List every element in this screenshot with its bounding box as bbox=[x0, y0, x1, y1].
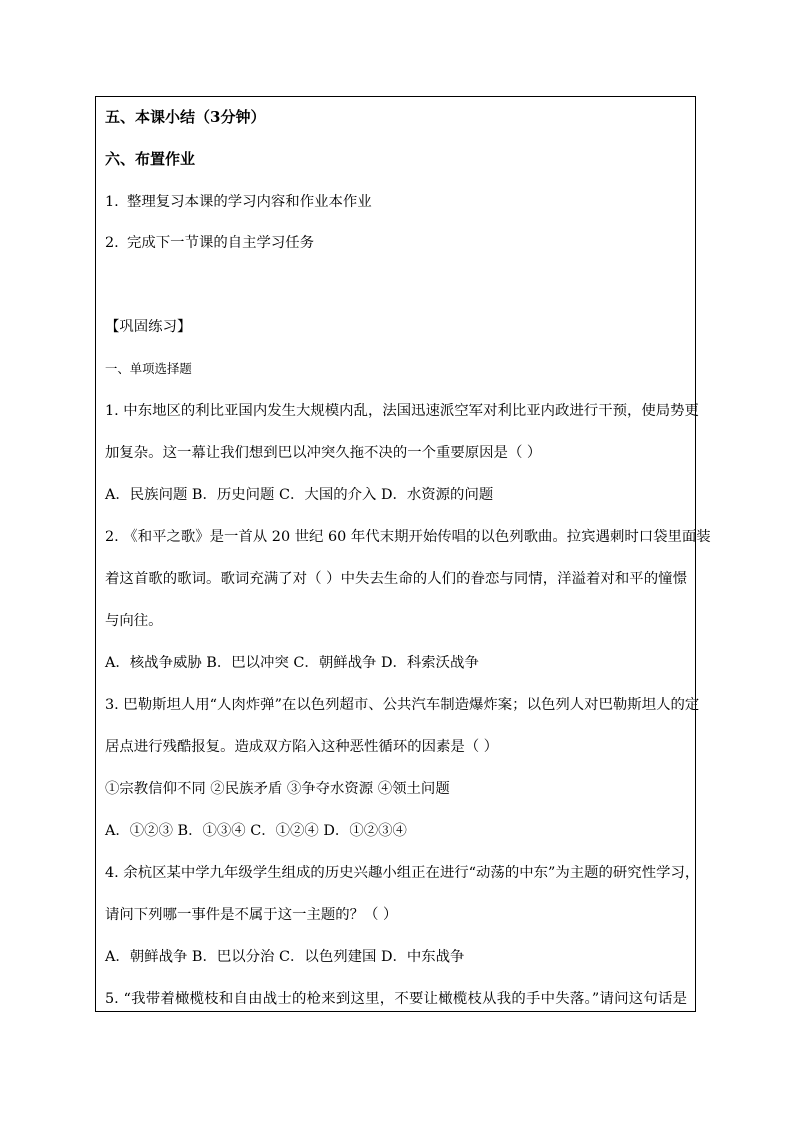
question-3-line-1: 3. 巴勒斯坦人用“人肉炸弹”在以色列超市、公共汽车制造爆炸案；以色列人对巴勒斯坦人的定 bbox=[105, 697, 700, 713]
question-2-options: A．核战争威胁 B．巴以冲突 C．朝鲜战争 D．科索沃战争 bbox=[105, 655, 479, 671]
homework-item-text: 整理复习本课的学习内容和作业本作业 bbox=[127, 194, 372, 210]
question-2-line-1: 2. 《和平之歌》是一首从 20 世纪 60 年代末期开始传唱的以色列歌曲。拉宾遇刺时口袋里面装 bbox=[105, 529, 711, 545]
question-2-line-2: 着这首歌的歌词。歌词充满了对（ ）中失去生命的人们的眷恋与同情，洋溢着对和平的憧憬 bbox=[105, 571, 687, 587]
section-heading: 一、单项选择题 bbox=[105, 361, 192, 376]
question-1-line-2: 加复杂。这一幕让我们想到巴以冲突久拖不决的一个重要原因是（ ） bbox=[105, 445, 542, 461]
question-5-line-1: 5. “我带着橄榄枝和自由战士的枪来到这里，不要让橄榄枝从我的手中失落。”请问这句话是 bbox=[105, 991, 687, 1007]
question-4-line-2: 请问下列哪一事件是不属于这一主题的？（ ） bbox=[105, 907, 398, 923]
homework-heading: 六、布置作业 bbox=[105, 150, 196, 168]
homework-item bbox=[105, 233, 687, 253]
content-frame bbox=[95, 96, 711, 1012]
question-4-options: A．朝鲜战争 B．巴以分治 C．以色列建国 D．中东战争 bbox=[105, 949, 465, 965]
question-3-line-2: 居点进行残酷报复。造成双方陷入这种恶性循环的因素是（ ） bbox=[105, 739, 499, 755]
question-2-line-3: 与向往。 bbox=[105, 613, 163, 629]
homework-item bbox=[105, 192, 687, 212]
question-4-line-1: 4. 余杭区某中学九年级学生组成的历史兴趣小组正在进行“动荡的中东”为主题的研究性学习， bbox=[105, 865, 700, 881]
question-3-options: A．①②③ B．①③④ C．①②④ D．①②③④ bbox=[105, 823, 407, 839]
homework-item-number: 1. bbox=[105, 194, 119, 210]
practice-title: 【巩固练习】 bbox=[105, 319, 192, 335]
homework-item-number: 2. bbox=[105, 235, 119, 251]
question-1-options: A．民族问题 B．历史问题 C．大国的介入 D．水资源的问题 bbox=[105, 487, 494, 503]
summary-heading: 五、本课小结（3分钟） bbox=[105, 108, 266, 126]
question-1-line-1: 1. 中东地区的利比亚国内发生大规模内乱，法国迅速派空军对利比亚内政进行干预，使局势更 bbox=[105, 403, 699, 419]
question-3-factors: ①宗教信仰不同 ②民族矛盾 ③争夺水资源 ④领土问题 bbox=[105, 781, 450, 797]
homework-item-text: 完成下一节课的自主学习任务 bbox=[127, 235, 315, 251]
